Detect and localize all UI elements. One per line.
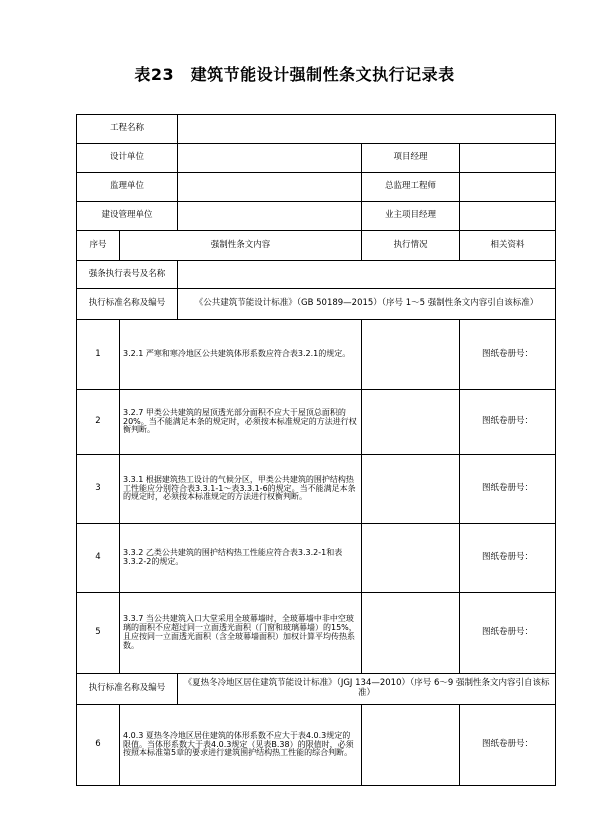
clause-text-content: 3.3.1 根据建筑热工设计的气候分区，甲类公共建筑的围护结构热工性能应分别符合表3.3.1-1～表3.3.1-6的规定。当不能满足本条的规定时，必须按本标准规定的方法进行权衡判断。 — [123, 474, 356, 502]
clause-row — [77, 390, 556, 455]
project-name-label: 工程名称 — [77, 115, 178, 144]
clause-text — [120, 390, 362, 455]
clause-row — [77, 593, 556, 674]
column-header-row — [77, 231, 556, 261]
design-unit-value[interactable] — [178, 144, 362, 173]
col-docs: 相关资料 — [460, 231, 556, 261]
page-title: 表23 建筑节能设计强制性条文执行记录表 — [134, 65, 455, 84]
status-cell[interactable] — [362, 320, 460, 390]
col-status: 执行情况 — [362, 231, 460, 261]
project-manager-label: 项目经理 — [362, 144, 460, 173]
project-manager-value[interactable] — [460, 144, 556, 173]
clause-text — [120, 320, 362, 390]
clause-row — [77, 320, 556, 390]
drawing-no-cell[interactable]: 图纸卷册号： — [460, 390, 556, 455]
status-cell[interactable] — [362, 390, 460, 455]
owner-manager-value[interactable] — [460, 202, 556, 231]
rep-row — [77, 261, 556, 289]
row-no: 3 — [77, 455, 120, 524]
chief-supervisor-value[interactable] — [460, 173, 556, 202]
supervision-unit-value[interactable] — [178, 173, 362, 202]
status-cell[interactable] — [362, 524, 460, 593]
record-table — [76, 114, 556, 786]
standard-label: 执行标准名称及编号 — [77, 289, 178, 320]
col-no: 序号 — [77, 231, 120, 261]
rep-label: 强条执行表号及名称 — [77, 261, 178, 289]
standard-row-2 — [77, 674, 556, 705]
status-cell[interactable] — [362, 593, 460, 674]
drawing-no-cell[interactable]: 图纸卷册号： — [460, 455, 556, 524]
standard-row-1 — [77, 289, 556, 320]
design-unit-row — [77, 144, 556, 173]
clause-text-content: 4.0.3 夏热冬冷地区居住建筑的体形系数不应大于表4.0.3规定的限值。当体形系数大于表4.0.3规定（见表B.38）的限值时，必须按照本标准第5章的要求进行建筑围护结构热工性能的综合判断。 — [123, 730, 354, 758]
clause-text-content: 3.3.7 当公共建筑入口大堂采用全玻幕墙时，全玻幕墙中非中空玻璃的面积不应超过同一立面透光面积（门窗和玻璃幕墙）的15%，且应按同一立面透光面积（含全玻幕墙面积）加权计算平均传热系数。 — [123, 614, 357, 650]
clause-row — [77, 705, 556, 786]
project-name-value[interactable] — [178, 115, 556, 144]
row-no: 5 — [77, 593, 120, 674]
row-no: 4 — [77, 524, 120, 593]
clause-text — [120, 705, 362, 786]
clause-text-content: 3.2.1 严寒和寒冷地区公共建筑体形系数应符合表3.2.1的规定。 — [123, 349, 351, 359]
supervision-unit-label: 监理单位 — [77, 173, 178, 202]
standard-text: 《夏热冬冷地区居住建筑节能设计标准》（JGJ 134—2010）（序号 6～9 强制性条文内容引自该标准） — [178, 674, 556, 705]
clause-row — [77, 524, 556, 593]
clause-row — [77, 455, 556, 524]
drawing-no-cell[interactable]: 图纸卷册号： — [460, 524, 556, 593]
row-no: 6 — [77, 705, 120, 786]
construction-unit-value[interactable] — [178, 202, 362, 231]
rep-value[interactable] — [178, 261, 556, 289]
col-clause: 强制性条文内容 — [120, 231, 362, 261]
row-no: 2 — [77, 390, 120, 455]
clause-text — [120, 524, 362, 593]
standard-label: 执行标准名称及编号 — [77, 674, 178, 705]
clause-text — [120, 455, 362, 524]
design-unit-label: 设计单位 — [77, 144, 178, 173]
clause-text-content: 3.3.2 乙类公共建筑的围护结构热工性能应符合表3.3.2-1和表3.3.2-2的规定。 — [123, 548, 343, 566]
standard-text: 《公共建筑节能设计标准》（GB 50189—2015）（序号 1～5 强制性条文内容引自该标准） — [178, 289, 556, 320]
project-name-row — [77, 115, 556, 144]
drawing-no-cell[interactable]: 图纸卷册号： — [460, 705, 556, 786]
construction-unit-row — [77, 202, 556, 231]
status-cell[interactable] — [362, 455, 460, 524]
drawing-no-cell[interactable]: 图纸卷册号： — [460, 593, 556, 674]
supervision-unit-row — [77, 173, 556, 202]
chief-supervisor-label: 总监理工程师 — [362, 173, 460, 202]
owner-manager-label: 业主项目经理 — [362, 202, 460, 231]
construction-unit-label: 建设管理单位 — [77, 202, 178, 231]
clause-text-content: 3.2.7 甲类公共建筑的屋顶透光部分面积不应大于屋顶总面积的20%。当不能满足本条的规定时，必须按本标准规定的方法进行权衡判断。 — [123, 407, 357, 435]
status-cell[interactable] — [362, 705, 460, 786]
row-no: 1 — [77, 320, 120, 390]
drawing-no-cell[interactable]: 图纸卷册号： — [460, 320, 556, 390]
clause-text — [120, 593, 362, 674]
